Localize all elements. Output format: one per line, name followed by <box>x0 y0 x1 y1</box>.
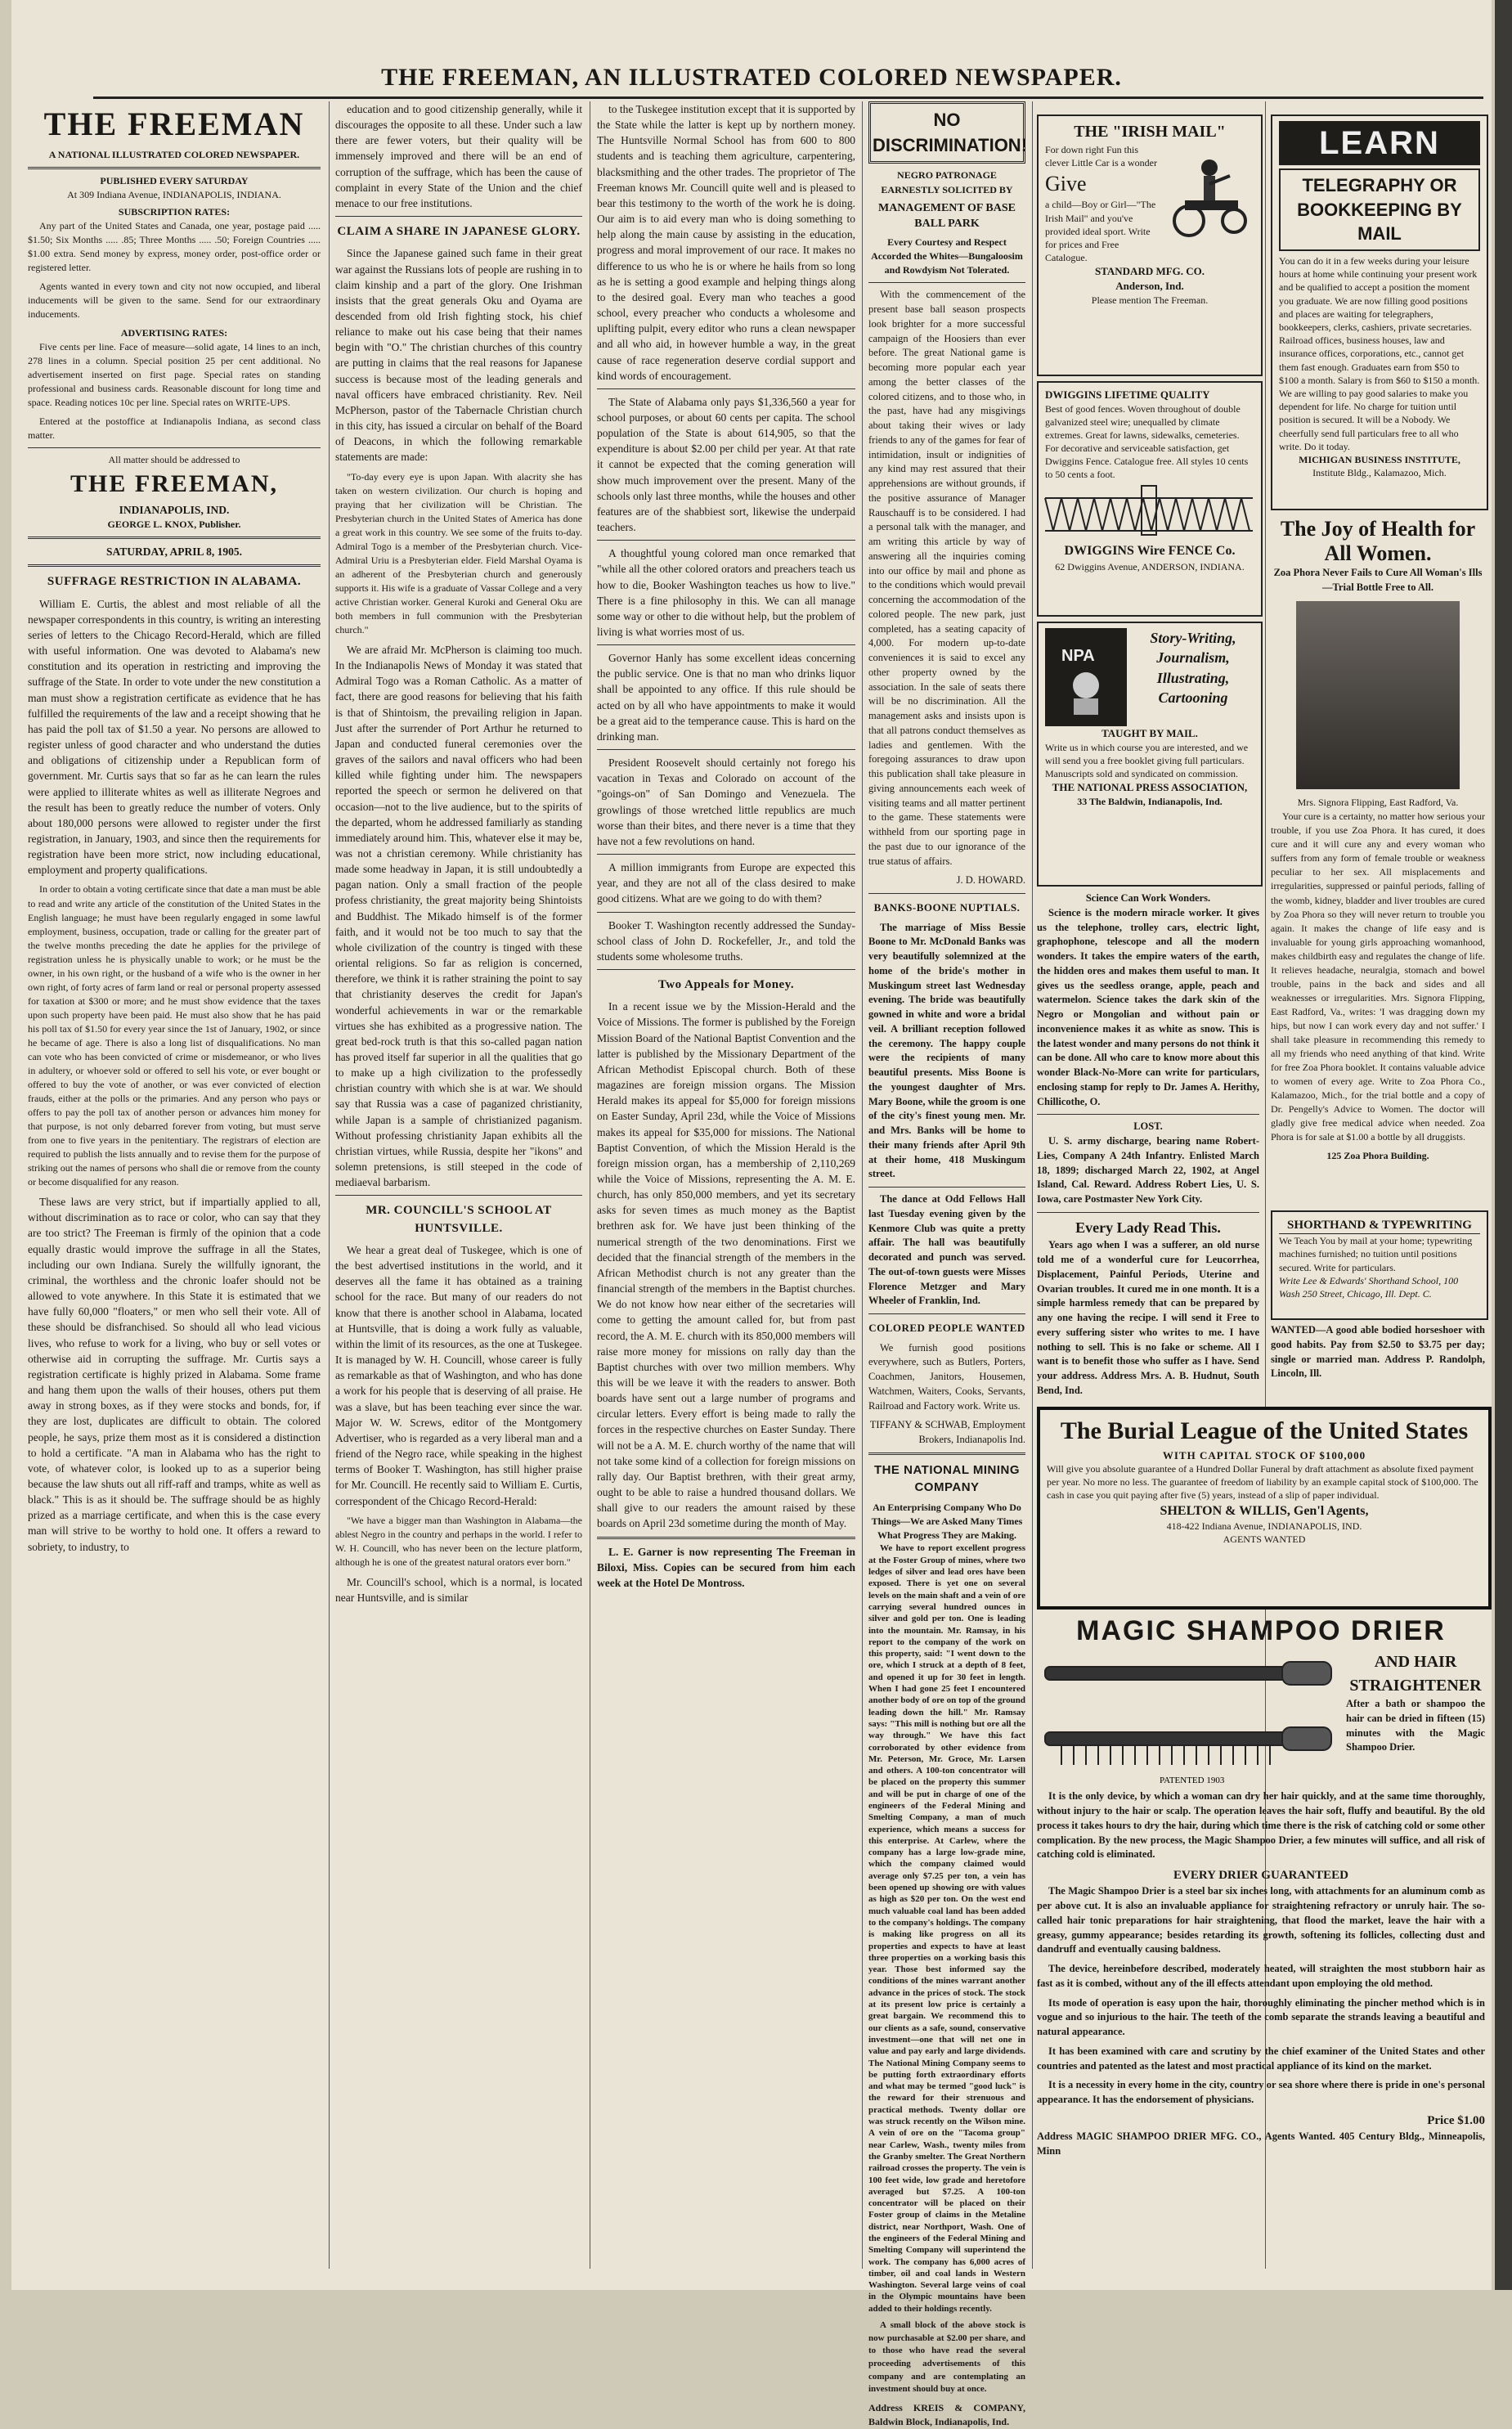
column-rule <box>862 101 863 2269</box>
page-edge <box>1495 0 1512 2290</box>
ad-text: Its mode of operation is easy upon the hair, thoroughly eliminating the pincher method which is in vogue and so injurious to the hair. The teeth of the comb separate the strands leaving a beautiful and natural appearance. <box>1037 1996 1485 2038</box>
signature: TIFFANY & SCHWAB, Employment Brokers, Indianapolis Ind. <box>869 1419 1025 1446</box>
advertising-heading: ADVERTISING RATES: <box>120 327 228 339</box>
ad-text: Your cure is a certainty, no matter how serious your trouble, if you use Zoa Phora. It has cured, it does cure and it will cure any and every woman who suffers from any form of female trouble or weakness peculiar to her sex. All misplacements and irregularities, suppressed or painful periods, falling of the womb, kidney, bladder and liver troubles are cured by Zoa Phora so they will never return to trouble you again. It makes the change of life easy and is invaluable for young girls approaching womanhood, makes childbirth easy and regulates the change of life. It relieves headache, neuralgia, stomach and bowel trouble, pains in the back and sides and all weaknesses or irregularities. Mrs. Signora Flipping, East Radford, Va., writes: 'I was dragging down my hips, but now I can work every day and not suffer.' I shall take pleasure in recommending this remedy to all my friends who need anything of that kind. Write for free Zoa Phora booklet. It contains valuable advice to women of every age. Write to Zoa Phora Co., Kalamazoo, Mich., for the trial bottle and a copy of Dr. Pengelly's Advice to Women. The doctor will gladly give free medical advice when needed. Zoa Phora is for sale at $1.00 a bottle by all druggists. <box>1271 810 1485 1143</box>
ballpark-heading: MANAGEMENT OF BASE BALL PARK <box>877 201 1016 231</box>
fence-icon <box>1045 482 1253 539</box>
column-4 <box>868 101 1028 2427</box>
article-headline: CLAIM A SHARE IN JAPANESE GLORY. <box>337 225 581 239</box>
newspaper-page <box>11 0 1492 2427</box>
article-paragraph: Mr. Councill's school, which is a normal, is located near Huntsville, and is similar <box>335 1575 582 1604</box>
paper-title: THE FREEMAN <box>43 106 305 142</box>
paper-subtitle: A NATIONAL ILLUSTRATED COLORED NEWSPAPER. <box>48 148 300 160</box>
ad-side-text: After a bath or shampoo the hair can be dried in fifteen (15) minutes with the Magic Shampoo Drier. <box>1346 1698 1485 1753</box>
article-subheadline: An Enterprising Company Who Do Things—We are Asked Many Times What Progress They are Making. <box>871 1502 1023 1542</box>
svg-text:NPA: NPA <box>1061 647 1095 665</box>
ad-taught: TAUGHT BY MAIL. <box>1101 727 1198 739</box>
agents-text: Agents wanted in every town and city not now occupied, and liberal inducements will be given to the same. Send for our extraordinary inducements. <box>28 281 321 321</box>
burial-league-ad <box>1037 1407 1492 1610</box>
article-paragraph: These laws are very strict, but if impartially applied to all, without discrimination as to race or color, who can say that they are too strict? The Freeman is firmly of the opinion that a code equally drastic would improve the suffrage in all the States, including our own Indiana. Surely the willfully ignorant, the criminal, the worthless and the chronic loafer should not be allowed to vote anywhere. In this State it is estimated that we have fully 60,000 "floaters," or men who sell their vote. All of these should be disfranchised. So should all who lead vicious lives, who refuse to work for a living, who buy or sell votes or otherwise aid in corrupting the suffrage. Mr. Curtis says a registration certificate is highly prized in Alabama. Some frame and hang them upon the walls of their houses, others put them away in strong boxes, as if they were stocks and bonds, for, if they are lost, duplicates are difficult to obtain. The colored people, he says, prize them most as it is considered a distinction to hold a certificate. "A man in Alabama who has the right to vote, of whatever color, is looked up to as a superior being because the law shuts out all riff-raff and tramps, white as well as black." This is as it should be. The suffrage should be as highly prized as a marriage certificate, and when this is the case every man will strive to be worthy to hold one. It offers a reward to sobriety, to industry, to <box>28 1196 321 1553</box>
ad-title: The Joy of Health for All Women. <box>1280 517 1476 565</box>
article-paragraph: We are afraid Mr. McPherson is claiming too much. In the Indianapolis News of Monday it was stated that Admiral Togo was a Roman Catholic. As a matter of fact, there are good reasons for believing that his faith is that of Shintoism, the prevailing religion in Japan. Just after the surrender of Port Arthur he returned to Japan and conducted funeral ceremonies over the graves of the sailors and naval officers who had been killed while fighting under him. The newspapers reported the speech or sermon he delivered on that occasion—not to the live audience, but to the spirits of the departed, whom he addressed familiarly as standing immediately around him. This, whatever else it may be, was not a christian ceremony. While christianity has made some headway in Japan, it is still undoubtedly a pagan nation. Only a small fraction of the people profess christianity, the great majority being Shintoists and Buddhist. The Mikado himself is of the former faith, and it would not be too much to say that the whole civilization of the country is tinged with these oriental religions. So far as religion is concerned, therefore, we think it is rather straining the point to say that christianity deserves the credit for Japan's wonderful achievements in war or the remarkable virtues she has exhibited as a progressive nation. The great bed-rock truth is that this so-called pagan nation has proved itself far superior in all the qualities that go to make up a high civilization to the professedly christian country with which she is at war. We should say that Russia was a case of paganized christianity, while Japan is a sample of christianized paganism. Without professing christianity Japan exhibits all the christian virtues, while Russia, despite her "ikons" and solemn pretensions, is still steeped in the code of mediaeval barbarism. <box>335 643 582 1189</box>
ad-address: 125 Zoa Phora Building. <box>1326 1150 1429 1162</box>
company-address: Address KREIS & COMPANY, Baldwin Block, Indianapolis, Ind. <box>868 2401 1025 2427</box>
article-headline: COLORED PEOPLE WANTED <box>868 1322 1025 1335</box>
article-headline: SUFFRAGE RESTRICTION IN ALABAMA. <box>47 575 302 589</box>
article-headline: Every Lady Read This. <box>1075 1219 1221 1236</box>
column-2 <box>335 101 582 2269</box>
article-paragraph: Booker T. Washington recently addressed the Sunday-school class of John D. Rockefeller, Jr., and told the students some wholesome truths. <box>597 918 855 963</box>
ad-text: Write us in which course you are interested, and we will send you a free booklet giving full particulars. Manuscripts sold and syndicated on commission. <box>1045 741 1249 779</box>
article-paragraph: A thoughtful young colored man once remarked that "while all the other colored orators and preachers teach us how to die, Booker Washington teaches us how to live." There is a fine philosophy in this. We can all manage some way or other to die without help, but the problem of living is what worries most of us. <box>597 547 855 638</box>
npa-logo-icon <box>1045 628 1127 726</box>
article-paragraph: We furnish good positions everywhere, such as Butlers, Porters, Coachmen, Janitors, Housemen, Watchmen, Waiters, Cooks, Servants, Railroad and Factory work. Write us. <box>868 1341 1025 1412</box>
article-headline: LOST. <box>1133 1120 1163 1133</box>
no-discrimination-banner: NO DISCRIMINATION! <box>868 101 1025 164</box>
dwiggins-fence-ad <box>1037 381 1263 617</box>
column-1 <box>28 101 321 2269</box>
article-paragraph: The State of Alabama only pays $1,336,560 a year for school purposes, or about 60 cents per capita. The school population of the State is about 614,905, so that the expenditure is about $2.00 per child per year. At that rate it cannot be expected that the coming generation will show much improvement over the present. Many of the schools only last three months, while the houses and other features are of the shabbiest sort, likewise the underpaid teachers. <box>597 395 855 534</box>
signature: J. D. HOWARD. <box>956 874 1025 887</box>
article-quote: "We have a bigger man than Washington in Alabama—the ablest Negro in the country and perhaps in the world. I refer to W. H. Councill, who has never been on the lecture platform, although he is one of the greatest natural orators ever born." <box>335 1514 582 1568</box>
ad-text: The Magic Shampoo Drier is a steel bar six inches long, with attachments for an aluminum comb as per above cut. It is also an invaluable appliance for straightening refractory or unruly hair. The so-called hair tonic preparations for hair straightening, that flood the market, leave the hair with a greasy, gummy appearance; besides retarding its growth, softening its follicles, collecting dust and dandruff and eventually causing baldness. <box>1037 1885 1485 1955</box>
ad-company: MICHIGAN BUSINESS INSTITUTE, <box>1299 453 1460 465</box>
photo-caption: Mrs. Signora Flipping, East Radford, Va. <box>1297 797 1459 809</box>
article-paragraph: A small block of the above stock is now purchasable at $2.00 per share, and to those who have read the several proceeding advertisements of this company and are contemplating an investment should buy at once. <box>868 2320 1025 2395</box>
publisher: GEORGE L. KNOX, Publisher. <box>107 519 241 531</box>
ballpark-subheading: Every Courtesy and Respect Accorded the Whites—Bungaloosim and Rowdyism Not Tolerated. <box>871 236 1023 276</box>
ad-city: Anderson, Ind. <box>1115 279 1184 292</box>
ad-title: LEARN <box>1279 121 1480 165</box>
ad-subtitle: Zoa Phora Never Fails to Cure All Woman's Ills—Trial Bottle Free to All. <box>1273 566 1483 593</box>
article-paragraph: Years ago when I was a sufferer, an old nurse told me of a wonderful cure for Leucorrhea, Displacement, Painful Periods, Uterine and Ovarian troubles. It cured me in one month. It is a simple harmless remedy that can be prepared by any one having the recipe. I will send it Free to every suffering sister who writes to me. I have nothing to sell. This is no fake or scheme. All I want is to benefit those who suffer as I have. Send your address. Address Mrs. A. B. Hudnut, South Bend, Ind. <box>1037 1239 1259 1396</box>
article-paragraph: A million immigrants from Europe are expected this year, and they are not all of the class desired to make good citizens. What are we going to do with them? <box>597 861 855 905</box>
ad-text: Will give you absolute guarantee of a Hundred Dollar Funeral by draft attachment as absolute fixed payment per year. No more no less. The guarantee of freedom of liability by an example capital stock of $100,000. The cash in case you quit paying after five (5) years, instead of a slip of paper individual. <box>1047 1463 1478 1502</box>
article-headline: MR. COUNCILL'S SCHOOL AT HUNTSVILLE. <box>366 1204 552 1235</box>
masthead-rule <box>93 97 1483 99</box>
article-paragraph: We have to report excellent progress at the Foster Group of mines, where two ledges of silver and lead ores have been exposed. There is yet one on several levels on the main shaft and a vein of ore carrying several hundred ounces in silver and gold per ton. One is leading into the mountain. Mr. Ramsay, in his report to the company of the work on this property, said: "I went down to the ore, which I struck at a depth of 8 feet, and opened it up for 30 feet in length. When I had gone 25 feet I encountered another body of ore on top of the ground leading down the hill." Mr. Ramsay says: "This mill is nothing but ore all the way through." We have this fact corroborated by other evidence from Mr. Peterson, Mr. Groce, Mr. Larsen and others. A 100-ton concentrator will be placed on the property this summer and will be put in charge of one of the engineers of the Federal Mining and Smelting Company, a man of much experience, which means a success for this enterprise. At Carlew, where the company has a large low-grade mine, which the company claimed would average only $7.25 per ton, a vein has been opened up showing ore with values as high as $20 per ton. On the west end much valuable coal land has been added to the company's holdings. The company is making like progress on all its properties and expects to have at least three properties on a working basis this year. Those best informed say the conditions of the mines warrant another advance in the prices of stock. The stock at its present low price is certainly a great bargain. We recommend this to our clients as a safe, sound, conservative investment—one that will net one in value and pay early and large dividends. The National Mining Company seems to be putting forth extraordinary efforts and what may be termed "good luck" is the reward for their strenuous and practical methods. Twenty dollar ore was struck recently on the Wilson mine. A vein of ore on the "Tacoma group" near Carlew, Wash., twenty miles from the Granby smelter. The Great Northern railroad crosses the property. The vein is 100 feet wide, low grade and heretofore averaged but $7.25. A 100-ton concentrator will be placed on their Foster group of claims in the Metaline district, near Northport, Wash. One of the engineers of the Federal Mining and Smelting Company will superintend the work. The company has 6,000 acres of timber, oil and coal lands in Western Washington. Several large veins of coal in the Olympic mountains have been added to their holdings recently. <box>868 1543 1025 2314</box>
patent-label: PATENTED 1903 <box>1160 1776 1225 1786</box>
ad-subtitle: TELEGRAPHY OR BOOKKEEPING BY MAIL <box>1279 168 1480 251</box>
portrait-photo <box>1296 601 1460 789</box>
column-5-notices <box>1037 891 1259 1399</box>
ad-price: Price $1.00 <box>1427 2113 1485 2127</box>
ad-text: We Teach You by mail at your home; typewriting machines furnished; no tuition until positions secured. Write for particulars. <box>1279 1235 1473 1273</box>
ad-address: 33 The Baldwin, Indianapolis, Ind. <box>1077 795 1223 807</box>
ad-address: Address MAGIC SHAMPOO DRIER MFG. CO., Agents Wanted. 405 Century Bldg., Minneapolis, Minn <box>1037 2130 1485 2157</box>
article-headline: BANKS-BOONE NUPTIALS. <box>873 901 1021 914</box>
ad-title: DWIGGINS LIFETIME QUALITY <box>1045 388 1210 401</box>
handcar-icon <box>1164 143 1254 241</box>
ad-title: The Burial League of the United States <box>1060 1417 1469 1444</box>
ad-address: 418-422 Indiana Avenue, INDIANAPOLIS, IND. <box>1166 1520 1362 1533</box>
zoa-phora-ad <box>1271 517 1485 1204</box>
paper-address: At 309 Indiana Avenue, INDIANAPOLIS, INDIANA. <box>67 188 281 200</box>
irish-mail-ad <box>1037 114 1263 376</box>
article-paragraph: In order to obtain a voting certificate since that date a man must be able to read and write any article of the constitution of the United States in the English language; he must have been regularly engaged in some lawful employment, business, occupation, trade or calling for the greater part of the twelve months preceding the date he applies for the privilege of registration unless he is physically unable to work; or he must be the owner, in his own right, or the husband of a wife who is the owner in her own right, of forty acres of farm land or real or personal property assessed for taxation at $300 or more; and he must show evidence that the taxes upon such property have been paid. He must also show that he has paid his poll tax of $1.50 for every year since the 1st of January, 1902, or since he became of age. There is also a long list of disqualifications. No man can vote who has been convicted of crime or misdemeanor, or who lives in adultery, or whoever sold or offered to sell his vote, or ever bought or offered to buy the vote of another, or was ever convicted of election frauds, either at the polls or the primaries. And any person who pays or offers to pay the poll tax of another person or advances him money for that purpose, is not only debarred forever from voting, but must serve from one to five years in the penitentiary. The registrars of election are required to publish the lists annually and to revise them for the purpose of striking out the names of persons who shall die or remove from the county or become disqualified for any reason. <box>28 883 321 1188</box>
article-paragraph: In a recent issue we by the Mission-Herald and the Voice of Missions. The former is published by the Foreign Mission Board of the National Baptist Convention and the latter is published by the Missionary Department of the African Methodist Episcopal church. Both of these magazines are foreign mission organs. The Mission Herald makes its appeal for $5,000 for foreign missions on Easter Sunday, April 23d, while the Voice of Missions makes its appeal for $35,000 for missions. The National Baptist Convention, of which the Mission Herald is the foreign mission organ, has a membership of 2,110,269 while the Voice of Missions, representing the A. M. E. church, has only 850,000 members, and yet its secretary asks for seven times as much money as the Baptist brethren ask for. We have just been thinking of the numerical strength of the two denominations. First we decided that the financial strength of the members in the African Methodist church is not any greater than the financial strength of the members in the Baptist churches. We do not know how near either of the secretaries will come to getting the amount called for, but from past record, the A. M. E. church with its 850,000 members will raise more money for missions on rally day than the Baptist churches with over two million members. Why this will be we leave it with the readers to answer. Both boards have sent out a large number of programs and circular letters. Every effort is being made to rally the forces in the respective churches on Easter Sunday. There will not be a A. M. E. church worthy of the name that will not take some kind of a collection for foreign missions on rally day. Our Baptist brethren, with their great army, ought to be able to raise a hundred thousand dollars. We shall give to our readers the amount raised by these boards on April 23d sometime during the month of May. <box>597 1000 855 1530</box>
article-quote: "To-day every eye is upon Japan. With alacrity she has taken on western civilization. Our church is hoping and praying that her civilization will be Christian. The Presbyterian church in the United States of America has done a great work in this country. We see some of the fruits to-day. Admiral Togo is a member of the Presbyterian church. Vice-Admiral Uriu is a Presbyterian elder. Field Marshal Oyama is an adherent of the Presbyterian church and generously supports it. His wife is a graduate of Vassar College and a very active Christian worker. General Kuroki and General Oku are both members in full communion with the Presbyterian church." <box>335 470 582 635</box>
ad-wanted: AGENTS WANTED <box>1223 1533 1306 1546</box>
masthead: THE FREEMAN, AN ILLUSTRATED COLORED NEWSPAPER. <box>381 64 1122 91</box>
ad-give: Give <box>1045 172 1087 196</box>
ad-subtitle: AND HAIR STRAIGHTENER <box>1349 1653 1482 1695</box>
ad-text: It has been examined with care and scrutiny by the chief examiner of the United States and other countries and patented as the latest and most practical appliance of its kind on the market. <box>1037 2045 1485 2072</box>
entered-note: Entered at the postoffice at Indianapolis Indiana, as second class matter. <box>28 415 321 442</box>
article-paragraph: Science is the modern miracle worker. It gives us the telephone, trolley cars, electric light, graphophone, telescope and all the modern wonders. It takes the empire waters of the earth, the hidden ores and makes them useful to man. It gives us the seedless orange, apple, peach and watermelon. Science takes the dark skin of the Negro or Mongolian and without pain or inconvenience makes it as white as snow. This is the latest wonder and many persons do not think it can be done. All who care to know more about this wonder Black-No-More can write for particulars, enclosing stamp for reply to Dr. James A. Herithy, Chillicothe, O. <box>1037 906 1259 1107</box>
ad-title: THE "IRISH MAIL" <box>1074 123 1226 141</box>
ad-note: Please mention The Freeman. <box>1091 294 1209 306</box>
ad-company: DWIGGINS Wire FENCE Co. <box>1064 544 1236 559</box>
column-rule <box>1032 101 1033 2269</box>
column-3 <box>597 101 855 2269</box>
article-paragraph: U. S. army discharge, bearing name Robert-Lies, Company A 24th Infantry. Enlisted March 18, 1899; discharged March 22, 1902, at Angel Island, Cal. Reward. Address Robert Lies, U. S. Iowa, care Postmaster New York City. <box>1037 1135 1259 1205</box>
address-title: THE FREEMAN, <box>70 470 278 498</box>
article-headline: Science Can Work Wonders. <box>1085 892 1211 904</box>
ad-text: The device, hereinbefore described, moderately heated, will straighten the most stubborn hair as fast as it is combed, without any of the ill effects attendant upon employing the old method. <box>1037 1963 1485 1989</box>
shorthand-ad <box>1271 1210 1488 1320</box>
ad-title: MAGIC SHAMPOO DRIER <box>1076 1615 1446 1646</box>
ad-text: Best of good fences. Woven throughout of double galvanized steel wire; unequalled by climate extremes. Great for lawns, sidewalks, cemeteries. For decorative and serviceable satisfaction, get Dwiggins Fence. Catalogue free. All styles 10 cents to 50 cents a foot. <box>1045 402 1249 481</box>
ad-agents: SHELTON & WILLIS, Gen'l Agents, <box>1160 1503 1369 1518</box>
article-paragraph: We hear a great deal of Tuskegee, which is one of the best advertised institutions in the world, and it deserves all the fame it has obtained as a training school for the race. But many of our readers do not know that there is another school in Alabama, located at Huntsville, that is doing a work fully as valuable, within the limit of its resources, as the one at Tuskegee. It is managed by W. H. Councill, whose career is fully as remarkable as that of Washington, and who has done a work for his people that is deserving of all praise. He was a slave, but has been teaching ever since the war. Major W. W. Screws, editor of the Montgomery Advertiser, who is regarded as a very liberal man and a friend of the Negro race, while speaking in the highest terms of Booker T. Washington, has still higher praise for Mr. Councill. He recently said to William E. Curtis, correspondent of the Chicago Record-Herald: <box>335 1244 582 1507</box>
ad-text: For down right Fun this clever Little Car is a wonder <box>1045 144 1157 169</box>
article-paragraph: Since the Japanese gained such fame in their great war against the Russians lots of people are rushing in to claim kinship and a part of the glory. One Irishman insists that the great generals Oku and Oyama are descended from old Irish fighting stock, his chief reliance to make out his case being that their names begin with "O." The christian churches of this country are putting in claims that the real reasons for Japanese success is because most of the leading generals and naval officers have embraced christianity. Rev. Neil McPherson, pastor of the Tabernacle Christian church in this city, has issued a circular on behalf of the Board of Deacons, in which the following remarkable statements are made: <box>335 247 582 464</box>
subscription-heading: SUBSCRIPTION RATES: <box>118 205 231 218</box>
issue-date: SATURDAY, APRIL 8, 1905. <box>105 546 243 559</box>
ad-text: You can do it in a few weeks during your leisure hours at home while continuing your present work and be qualified to accept a position the moment you graduate. We are now filling good positions and places are waiting for telegraphers, bookkeepers, clerks, cashiers, private secretaries. Railroad offices, business houses, law and insurance offices, corporations, etc., cannot get them fast enough. Graduates earn from $50 to $100 a month. Salary is from $60 to $150 a month. We are willing to pay good salaries to make you dependent for life. No charge for tuition until position is secured. It will be a Nobody. We cheerfully send full particulars free to all who write. Do it today. <box>1279 255 1480 452</box>
column-rule <box>329 101 330 2269</box>
article-paragraph: With the commencement of the present base ball season prospects look brighter for a more successful campaign of the Hoosiers than ever before. The great National game is becoming more popular each year among the better classes of the colored citizens, and to those who, in the past, have had any misgivings about taking their wives or lady friends to any of the games for fear of intimidation, insult or indignities of any kind may rest assured that their apprehensions are without grounds, if the positive assurance of Manager Rauschauff is to be considered. I had a personal talk with the manager, and am writing this article by way of answering all the inquiries coming into our office by mail and phone as to the conditions which would prevail concerning the accommodation of the colored people. The new park, just completed, has a seating capacity of 4,000. For modern up-to-date conveniences it is said to excel any other property owned by the association. In the sale of seats there will be no discrimination. All the management asks and insists upon is that all patrons conduct themselves as ladies and gentlemen. With the foregoing assurances to draw upon this publication shall take pleasure in giving announcements each week of visiting teams and all matter pertinent to the game. These statements were withheld from our sporting page in the past due to our ignorance of the true status of affairs. <box>868 289 1025 867</box>
published-line: PUBLISHED EVERY SATURDAY <box>100 174 249 186</box>
ad-text: It is the only device, by which a woman can dry her hair quickly, and at the same time thoroughly, without injury to the hair or scalp. The operation leaves the hair soft, fluffy and beautiful. By the old process it takes hours to dry the hair, during which time there is the risk of catching cold or some other complication. By the new process, the Magic Shampoo Drier, a few minutes will suffice, and all risk of catching cold is eliminated. <box>1037 1790 1485 1861</box>
article-paragraph: President Roosevelt should certainly not forego his vacation in Texas and Colorado on account of the "goings-on" of San Domingo and Venezuela. The growlings of those wretched little republics are much worse than their bites, and there never is a time that they have not a few revolutions on hand. <box>597 757 855 847</box>
ad-guarantee: EVERY DRIER GUARANTEED <box>1173 1869 1348 1883</box>
ad-company: STANDARD MFG. CO. <box>1094 265 1205 278</box>
divider <box>28 167 321 169</box>
ad-text: It is a necessity in every home in the city, country or sea shore where there is pride in one's personal appearance. It has the endorsement of physicians. <box>1037 2079 1485 2106</box>
article-headline: Two Appeals for Money. <box>657 977 795 991</box>
article-paragraph: education and to good citizenship generally, while it discourages the opposite to all these. Under such a law there are fewer voters, but their quality will be immensely improved and there will be an end of corruption of the suffrage, which has been the cause of complaint in every State of the Union and the chief menace to our free institutions. <box>335 103 582 209</box>
article-paragraph: to the Tuskegee institution except that it is supported by the State while the latter is kept up by northern money. The Huntsville Normal School has from 600 to 800 students and is teaching them agriculture, carpentering, blacksmithing and the other trades. The proprietor of The Freeman knows Mr. Councill quite well and is pleased to bear this testimony to the worth of the work he is doing. Our aim is to aid every man who is doing something to help along the main cause by assisting in the education, progress and moral improvement of our race. It makes no difference to us who he is or where he hails from so long as he is setting a good example and helping things along to the desired goal. Every man who teaches a good school, every preacher who conducts a wholesome and uplifting pulpit, every editor who runs a clean newspaper and all who aid, in however humble a way, in the great cause of race regeneration deserve cordial support and kind words of encouragement. <box>597 103 855 382</box>
subscription-text: Any part of the United States and Canada, one year, postage paid ..... $1.50; Six Months ..... .85; Three Months ..... .50; Foreign Countries ..... $1.00 extra. Send money by express, money order, post-office order or registered letter. <box>28 219 321 274</box>
ad-company: THE NATIONAL PRESS ASSOCIATION, <box>1052 781 1248 794</box>
ad-capital: WITH CAPITAL STOCK OF $100,000 <box>1162 1448 1366 1461</box>
article-paragraph: The marriage of Miss Bessie Boone to Mr. McDonald Banks was very beautifully solemnized at the home of the bride's mother in Muskingum street last Wednesday evening. The bride was beautifully gowned in white and wore a bridal veil. A brilliant reception followed the ceremony. The happy couple were the recipients of many beautiful presents. Miss Boone is the youngest daughter of Mrs. Mary Boone, while the groom is one of the city's finest young men. Mr. and Mrs. Banks will be home to their many friends after April 9th at their home, 418 Muskingum street. <box>868 921 1025 1180</box>
article-paragraph: William E. Curtis, the ablest and most reliable of all the newspaper correspondents in this country, is writing an interesting series of letters to the Chicago Record-Herald, which are filled with useful information. One was devoted to Alabama's new constitution and its operation in restricting and improving the suffrage of the State. In order to vote under the new constitution a man must show a registration certificate as evidence that he has fulfilled the requirements of the law and a receipt showing that he has paid the poll tax of $1.50 a year. No persons are allowed to register unless of good character and who understand the duties and obligations of citizenship under a Republican form of government. Mr. Curtis says that so far as he can learn the rules were applied to illiterate whites as well as illiterate Negroes and the result has been to greatly reduce the number of voters. Only about 180,000 persons were allowed to register under the first registration, in January, 1903, and since then the requirements for registration have been more strict, now including educational, employment and property qualifications. <box>28 597 321 877</box>
article-paragraph: The dance at Odd Fellows Hall last Tuesday evening given by the Kenmore Club was quite a pretty affair. The hall was beautifully decorated and punch was served. The out-of-town guests were Misses Florence Metzger and Mary Wheeler of Franklin, Ind. <box>868 1193 1025 1307</box>
comb-icon <box>1037 1650 1339 1789</box>
address-city: INDIANAPOLIS, IND. <box>119 504 230 517</box>
press-association-ad <box>1037 622 1263 887</box>
learn-telegraphy-ad <box>1271 114 1488 510</box>
ad-title: Story-Writing, Journalism, Illustrating, Cartooning <box>1150 630 1236 706</box>
magic-shampoo-ad <box>1037 1611 1485 2274</box>
ad-title: SHORTHAND & TYPEWRITING <box>1279 1217 1480 1234</box>
advertising-text: Five cents per line. Face of measure—solid agate, 14 lines to an inch, 278 lines in a column. Special position 25 per cent additional. No advertisement inserted on first page. Special rates on standing professional and business cards. Reasonable discount for long time and space. Reading notices 10c per line. Special rates on WRITE-UPS. <box>28 341 321 409</box>
ad-address: 62 Dwiggins Avenue, ANDERSON, INDIANA. <box>1055 560 1245 572</box>
address-note: All matter should be addressed to <box>108 454 240 466</box>
ad-address: Institute Bldg., Kalamazoo, Mich. <box>1312 467 1447 479</box>
article-paragraph: Governor Hanly has some excellent ideas concerning the public service. One is that no man who drinks liquor shall be appointed to any office. If this rule should be acted on by all who have appointments to make it would be a great aid to the temperance cause. This is hard on the drinking man. <box>597 652 855 743</box>
article-headline: THE NATIONAL MINING COMPANY <box>873 1462 1021 1495</box>
ad-text: a child—Boy or Girl—"The Irish Mail" and you've provided ideal sport. Write for prices and Free Catalogue. <box>1045 199 1156 264</box>
notice: L. E. Garner is now representing The Freeman in Biloxi, Miss. Copies can be secured from him each week at the Hotel De Montross. <box>597 1545 855 1589</box>
ad-school: Write Lee & Edwards' Shorthand School, 100 Wash 250 Street, Chicago, Ill. Dept. C. <box>1279 1274 1459 1300</box>
wanted-ad: WANTED—A good able bodied horseshoer with good habits. Pay from $2.50 to $3.75 per day; single or married man. Address P. Randolph, Lincoln, Ill. <box>1271 1324 1485 1380</box>
patronage-line: NEGRO PATRONAGE EARNESTLY SOLICITED BY <box>881 169 1013 195</box>
